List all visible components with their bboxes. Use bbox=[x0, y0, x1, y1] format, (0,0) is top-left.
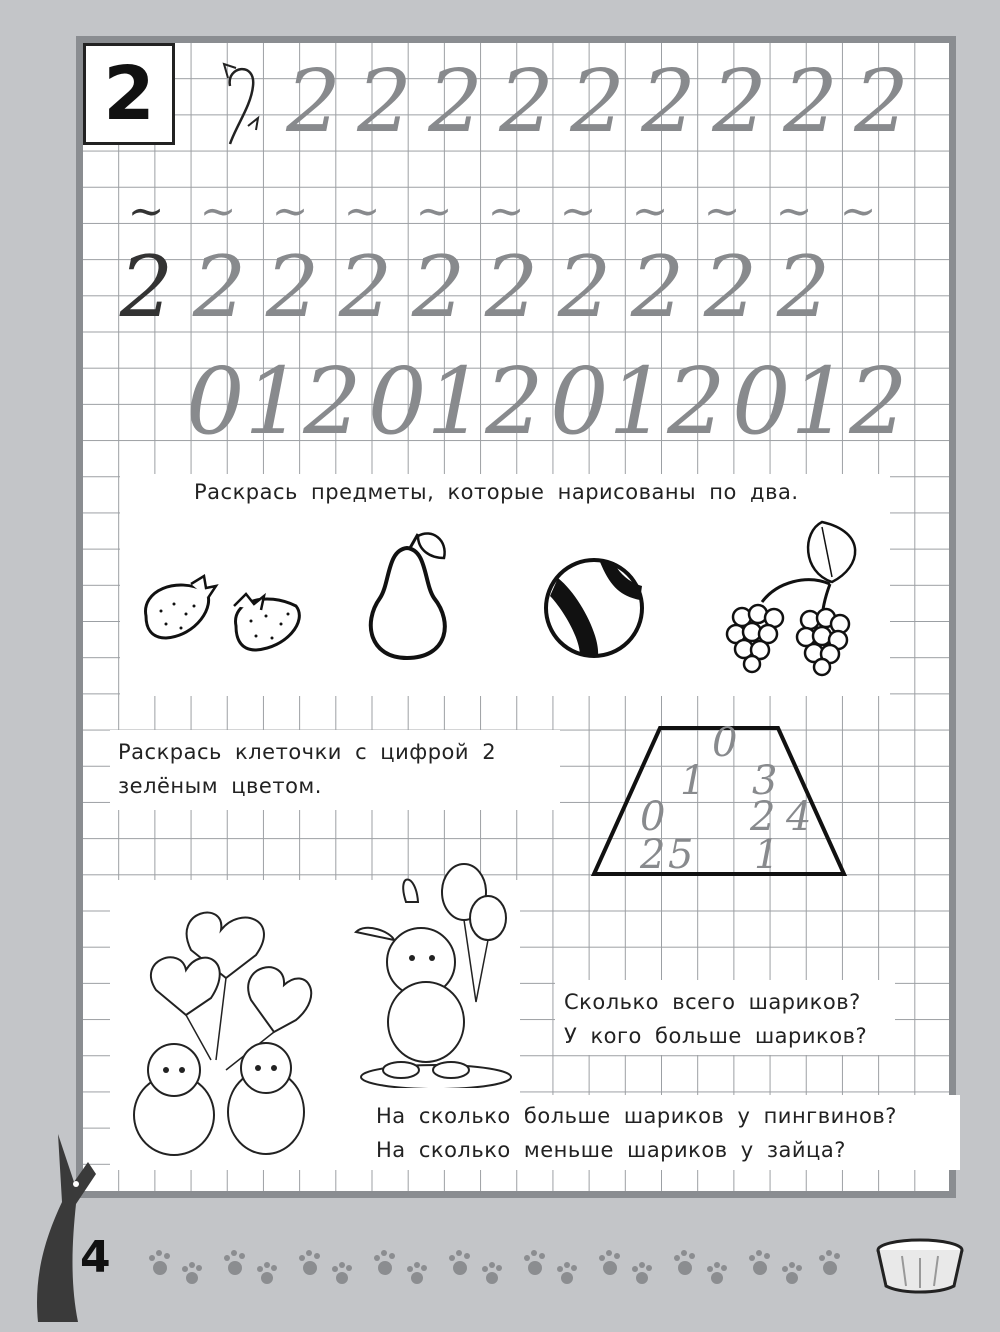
trapezoid-cell: 4 bbox=[786, 794, 812, 840]
trace-wave: ~ bbox=[631, 186, 669, 237]
trace-digit: 2 bbox=[703, 238, 758, 336]
penguins-with-balloons-image bbox=[116, 890, 336, 1160]
task2-instruction-line1: Раскрась клеточки с цифрой 2 bbox=[118, 740, 497, 764]
trace-row-twos bbox=[278, 52, 917, 152]
paw-prints-decoration bbox=[140, 1240, 860, 1290]
strawberries-image bbox=[136, 566, 316, 656]
trace-wave: ~ bbox=[559, 186, 597, 237]
trace-digit: 2 bbox=[499, 52, 554, 152]
header-digit: 2 bbox=[83, 43, 175, 145]
trace-digit: 2 bbox=[338, 238, 393, 336]
trapezoid-cell: 1 bbox=[754, 832, 780, 878]
trace-digit: 2 bbox=[630, 238, 685, 336]
trapezoid-cell: 5 bbox=[668, 832, 694, 878]
trapezoid-cell: 0 bbox=[640, 794, 666, 840]
trapezoid-cell: 2 bbox=[640, 832, 666, 878]
trace-digit: 2 bbox=[570, 52, 625, 152]
task3-question-4: На сколько меньше шариков у зайца? bbox=[376, 1138, 846, 1162]
raspberries-image bbox=[722, 512, 872, 682]
cat-icon bbox=[18, 1122, 108, 1322]
pet-bowl-icon bbox=[872, 1236, 968, 1296]
trace-digit: 2 bbox=[265, 238, 320, 336]
trace-wave: ~ bbox=[415, 186, 453, 237]
trace-digit: 2 bbox=[783, 52, 838, 152]
trace-wave: ~ bbox=[487, 186, 525, 237]
trace-digit: 2 bbox=[776, 238, 831, 336]
trace-wave: ~ bbox=[839, 186, 877, 237]
trapezoid-cell: 1 bbox=[680, 758, 706, 804]
trapezoid-cell: 2 bbox=[750, 794, 776, 840]
trapezoid-cell: 0 bbox=[712, 720, 738, 766]
bunny-with-balloons-image bbox=[346, 862, 526, 1088]
trace-wave: ~ bbox=[703, 186, 741, 237]
trace-digit: 2 bbox=[484, 238, 539, 336]
trace-number: 012 bbox=[550, 348, 726, 455]
task1-instruction: Раскрась предметы, которые нарисованы по два. bbox=[194, 480, 799, 504]
trace-digit: 2 bbox=[428, 52, 483, 152]
trace-wave: ~ bbox=[343, 186, 381, 237]
stroke-guide-icon bbox=[218, 56, 268, 152]
task2-instruction-line2: зелёным цветом. bbox=[118, 774, 322, 798]
trace-number: 012 bbox=[732, 348, 908, 455]
trace-row-012 bbox=[186, 348, 908, 455]
trace-wave: ~ bbox=[775, 186, 813, 237]
trace-digit: 2 bbox=[712, 52, 767, 152]
trace-digit: 2 bbox=[357, 52, 412, 152]
ball-image bbox=[540, 556, 650, 662]
trace-number: 012 bbox=[368, 348, 544, 455]
trace-digit: 2 bbox=[854, 52, 909, 152]
trace-wave: ~ bbox=[199, 186, 237, 237]
trace-digit: 2 bbox=[411, 238, 466, 336]
trace-digit: 2 bbox=[557, 238, 612, 336]
pear-image bbox=[352, 528, 462, 662]
trace-digit: 2 bbox=[286, 52, 341, 152]
page-number: 4 bbox=[80, 1232, 111, 1283]
task3-question-2: У кого больше шариков? bbox=[564, 1024, 868, 1048]
trapezoid-cell: 3 bbox=[752, 758, 778, 804]
task3-question-1: Сколько всего шариков? bbox=[564, 990, 861, 1014]
trace-wave: ~ bbox=[271, 186, 309, 237]
task3-question-3: На сколько больше шариков у пингвинов? bbox=[376, 1104, 897, 1128]
trace-row-waves bbox=[110, 186, 886, 237]
trace-row-twos-b bbox=[110, 238, 840, 336]
trace-digit: 2 bbox=[119, 238, 174, 336]
trace-wave: ~ bbox=[127, 186, 165, 237]
trace-digit: 2 bbox=[192, 238, 247, 336]
trace-number: 012 bbox=[186, 348, 362, 455]
trace-digit: 2 bbox=[641, 52, 696, 152]
